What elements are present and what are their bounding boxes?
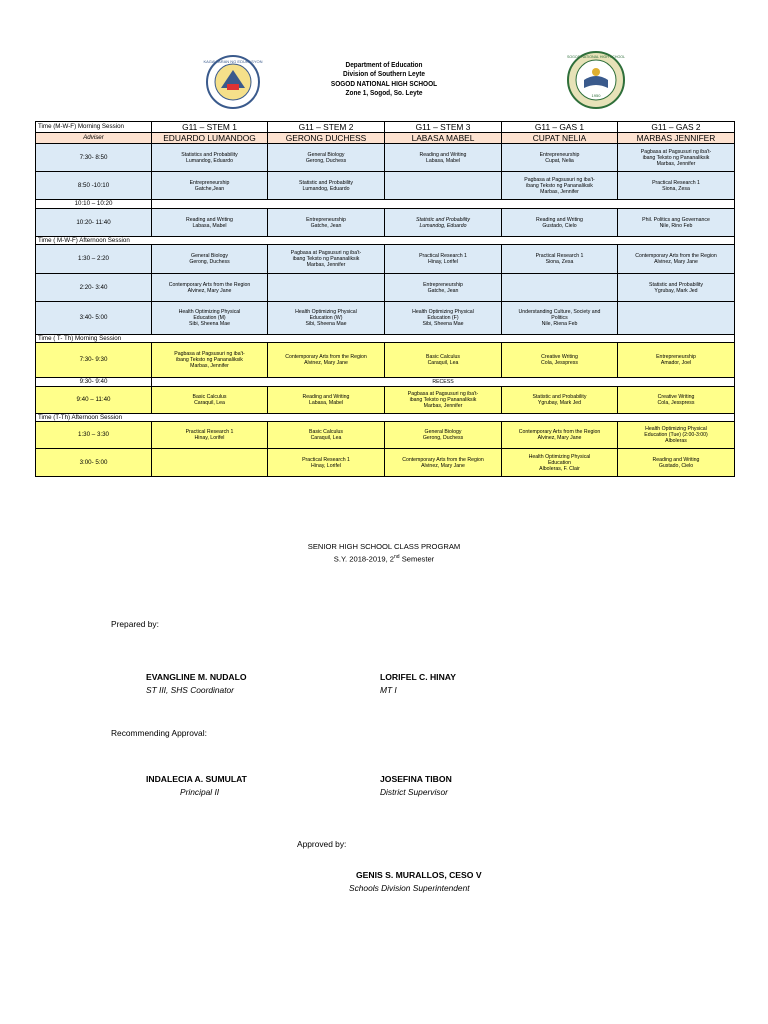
schedule-row xyxy=(36,302,735,335)
preparer-2 xyxy=(380,672,456,695)
class-cell: Practical Research 1 Hinay, Lorifel xyxy=(152,422,268,449)
preparer-2-title: MT I xyxy=(380,685,397,695)
adviser-gas1: CUPAT NELIA xyxy=(502,133,618,144)
schedule-row xyxy=(36,343,735,378)
school-year-suffix: Semester xyxy=(399,554,435,564)
class-cell: Practical Research 1 Siona, Zesa xyxy=(618,172,735,200)
schedule-row xyxy=(36,387,735,414)
class-cell: Entrepreneurship Gatche, Jean xyxy=(268,209,385,237)
class-cell: Basic Calculus Caraquil, Lea xyxy=(385,343,502,378)
class-cell: Practical Research 1 Hinay, Lorifel xyxy=(385,245,502,274)
class-cell: Entrepreneurship Amador, Joel xyxy=(618,343,735,378)
class-cell: Basic Calculus Caraquil, Lea xyxy=(268,422,385,449)
time-slot: 3:40- 5:00 xyxy=(36,302,152,335)
class-cell: Reading and Writing Labasa, Mabel xyxy=(152,209,268,237)
schedule-row xyxy=(36,200,735,209)
time-slot: 9:40 – 11:40 xyxy=(36,387,152,414)
session-label-row xyxy=(36,414,735,422)
class-cell xyxy=(385,172,502,200)
preparer-1 xyxy=(146,672,247,695)
session-label: Time ( M-W-F) Afternoon Session xyxy=(36,237,735,245)
recommender-1-name: INDALECIA A. SUMULAT xyxy=(146,774,247,784)
class-cell: Reading and Writing Gustado, Cielo xyxy=(618,449,735,477)
class-cell: Statistics and Probability Lumandog, Eduardo xyxy=(152,144,268,172)
right-seal-year: 1950 xyxy=(591,93,601,98)
recommender-1-title: Principal II xyxy=(180,787,220,797)
time-slot: 10:20- 11:40 xyxy=(36,209,152,237)
time-slot: 2:20- 3:40 xyxy=(36,274,152,302)
class-cell: Health Optimizing Physical Education (W) Sibi, Sheena Mae xyxy=(268,302,385,335)
recess-cell: RECESS xyxy=(152,378,735,387)
recommender-2-title: District Supervisor xyxy=(380,787,448,797)
time-header: Time (M-W-F) Morning Session xyxy=(36,122,152,133)
session-label-row xyxy=(36,335,735,343)
class-cell: Health Optimizing Physical Education Alboleras, F. Clair xyxy=(502,449,618,477)
recommender-1 xyxy=(146,774,247,797)
adviser-gas2: MARBAS JENNIFER xyxy=(618,133,735,144)
schedule-body xyxy=(36,122,735,477)
adviser-stem2: GERONG DUCHESS xyxy=(268,133,385,144)
break-cell xyxy=(152,200,735,209)
class-cell: Statistic and Probability Ygrubay, Mark Jed xyxy=(618,274,735,302)
class-cell: General Biology Gerong, Duchess xyxy=(268,144,385,172)
schedule-row xyxy=(36,422,735,449)
class-cell: General Biology Gerong, Duchess xyxy=(152,245,268,274)
section-gas2: G11 – GAS 2 xyxy=(618,122,735,133)
time-slot: 10:10 – 10:20 xyxy=(36,200,152,209)
class-cell: Creative Writing Cola, Jesspress xyxy=(502,343,618,378)
class-cell: Health Optimizing Physical Education (F) Sibi, Sheena Mae xyxy=(385,302,502,335)
school-year-prefix: S.Y. 2018-2019, 2 xyxy=(333,554,395,564)
class-cell: Basic Calculus Caraquil, Lea xyxy=(152,387,268,414)
class-cell: General Biology Gerong, Duchess xyxy=(385,422,502,449)
class-cell: Contemporary Arts from the Region Alvinez, Mary Jane xyxy=(385,449,502,477)
class-cell: Phil. Politics ang Governance Nile, Rino Feb xyxy=(618,209,735,237)
time-slot: 9:30- 9:40 xyxy=(36,378,152,387)
approver xyxy=(340,870,500,893)
time-slot: 3:00- 5:00 xyxy=(36,449,152,477)
class-cell: Practical Research 1 Siona, Zesa xyxy=(502,245,618,274)
session-label-row xyxy=(36,237,735,245)
class-cell: Contemporary Arts from the Region Alvinez, Mary Jane xyxy=(268,343,385,378)
school-year-sup: nd xyxy=(394,554,400,560)
schedule-row xyxy=(36,144,735,172)
class-cell: Statistic and Probability Lumandog, Eduardo xyxy=(385,209,502,237)
schedule-row xyxy=(36,209,735,237)
approved-by-label: Approved by: xyxy=(297,839,347,849)
school-year xyxy=(0,552,768,565)
class-cell: Health Optimizing Physical Education (M) Sibi, Sheena Mae xyxy=(152,302,268,335)
time-slot: 8:50 -10:10 xyxy=(36,172,152,200)
class-cell: Pagbasa at Pagsusuri ng iba't- ibang Teksto ng Pananaliksik Marbas, Jennifer xyxy=(268,245,385,274)
adviser-stem1: EDUARDO LUMANDOG xyxy=(152,133,268,144)
class-cell: Pagbasa at Pagsusuri ng iba't- ibang Teksto ng Pananaliksik Marbas, Jennifer xyxy=(385,387,502,414)
header-line-2: Division of Southern Leyte xyxy=(343,69,425,79)
class-cell: Contemporary Arts from the Region Alvinez, Mary Jane xyxy=(152,274,268,302)
time-slot: 1:30 – 3:30 xyxy=(36,422,152,449)
prepared-by-label: Prepared by: xyxy=(111,619,159,629)
header-line-1: Department of Education xyxy=(345,60,423,69)
class-schedule-table xyxy=(35,121,735,477)
preparer-1-name: EVANGLINE M. NUDALO xyxy=(146,672,247,682)
session-label: Time (T-Th) Afternoon Session xyxy=(36,414,735,422)
header-line-3: SOGOD NATIONAL HIGH SCHOOL xyxy=(330,78,438,88)
program-title-block xyxy=(0,542,768,565)
class-cell: Reading and Writing Labasa, Mabel xyxy=(268,387,385,414)
schedule-row xyxy=(36,274,735,302)
header-line-4: Zone 1, Sogod, So. Leyte xyxy=(345,88,423,98)
recommender-2 xyxy=(380,774,452,797)
class-cell: Practical Research 1 Hinay, Lorifel xyxy=(268,449,385,477)
class-cell: Pagbasa at Pagsusuri ng iba't- ibang Teksto ng Pananaliksik Marbas, Jennifer xyxy=(502,172,618,200)
approver-name: GENIS S. MURALLOS, CESO V xyxy=(356,870,482,880)
class-cell: Entrepreneurship Gatche, Jean xyxy=(385,274,502,302)
schedule-row xyxy=(36,172,735,200)
section-stem3: G11 – STEM 3 xyxy=(385,122,502,133)
time-slot: 7:30- 9:30 xyxy=(36,343,152,378)
section-header-row xyxy=(36,122,735,133)
class-cell: Understanding Culture, Society and Politics Nile, Riena Feb xyxy=(502,302,618,335)
class-cell: Reading and Writing Labasa, Mabel xyxy=(385,144,502,172)
class-cell xyxy=(268,274,385,302)
schedule-row xyxy=(36,449,735,477)
time-slot: 7:30- 8:50 xyxy=(36,144,152,172)
section-gas1: G11 – GAS 1 xyxy=(502,122,618,133)
class-cell: Health Optimizing Physical Education (Tue) (2:00-3:00) Alboleras xyxy=(618,422,735,449)
class-cell: Pagbasa at Pagsusuri ng iba't- ibang Teksto ng Pananaliksik Marbas, Jennifer xyxy=(618,144,735,172)
recommending-label: Recommending Approval: xyxy=(111,728,207,738)
section-stem2: G11 – STEM 2 xyxy=(268,122,385,133)
program-title: SENIOR HIGH SCHOOL CLASS PROGRAM xyxy=(307,542,461,551)
approver-title: Schools Division Superintendent xyxy=(349,883,470,893)
letterhead xyxy=(0,60,768,98)
section-stem1: G11 – STEM 1 xyxy=(152,122,268,133)
class-cell: Contemporary Arts from the Region Alvinez, Mary Jane xyxy=(502,422,618,449)
adviser-row xyxy=(36,133,735,144)
schedule-row xyxy=(36,245,735,274)
class-cell: Entrepreneurship Cupat, Nelia xyxy=(502,144,618,172)
class-cell: Contemporary Arts from the Region Alvinez, Mary Jane xyxy=(618,245,735,274)
class-cell: Statistic and Probability Ygrubay, Mark Jed xyxy=(502,387,618,414)
left-seal-text: KAGAWARAN NG EDUKASYON xyxy=(203,59,263,64)
class-cell: Entrepreneurship Gatche,Jean xyxy=(152,172,268,200)
adviser-label: Adviser xyxy=(36,133,152,144)
class-cell xyxy=(618,302,735,335)
preparer-2-name: LORIFEL C. HINAY xyxy=(380,672,456,682)
class-cell xyxy=(152,449,268,477)
session-label: Time ( T- Th) Morning Session xyxy=(36,335,735,343)
class-cell: Statistic and Probability Lumandog, Eduardo xyxy=(268,172,385,200)
class-cell: Pagbasa at Pagsusuri ng iba't- ibang Teksto ng Pananaliksik Marbas, Jennifer xyxy=(152,343,268,378)
right-seal-text: SOGOD NATIONAL HIGH SCHOOL xyxy=(566,55,626,59)
adviser-stem3: LABASA MABEL xyxy=(385,133,502,144)
time-slot: 1:30 – 2:20 xyxy=(36,245,152,274)
class-cell: Creative Writing Cola, Jesspress xyxy=(618,387,735,414)
recommender-2-name: JOSEFINA TIBON xyxy=(380,774,452,784)
preparer-1-title: ST III, SHS Coordinator xyxy=(146,685,234,695)
class-cell: Reading and Writing Gustado, Cielo xyxy=(502,209,618,237)
class-cell xyxy=(502,274,618,302)
schedule-row xyxy=(36,378,735,387)
